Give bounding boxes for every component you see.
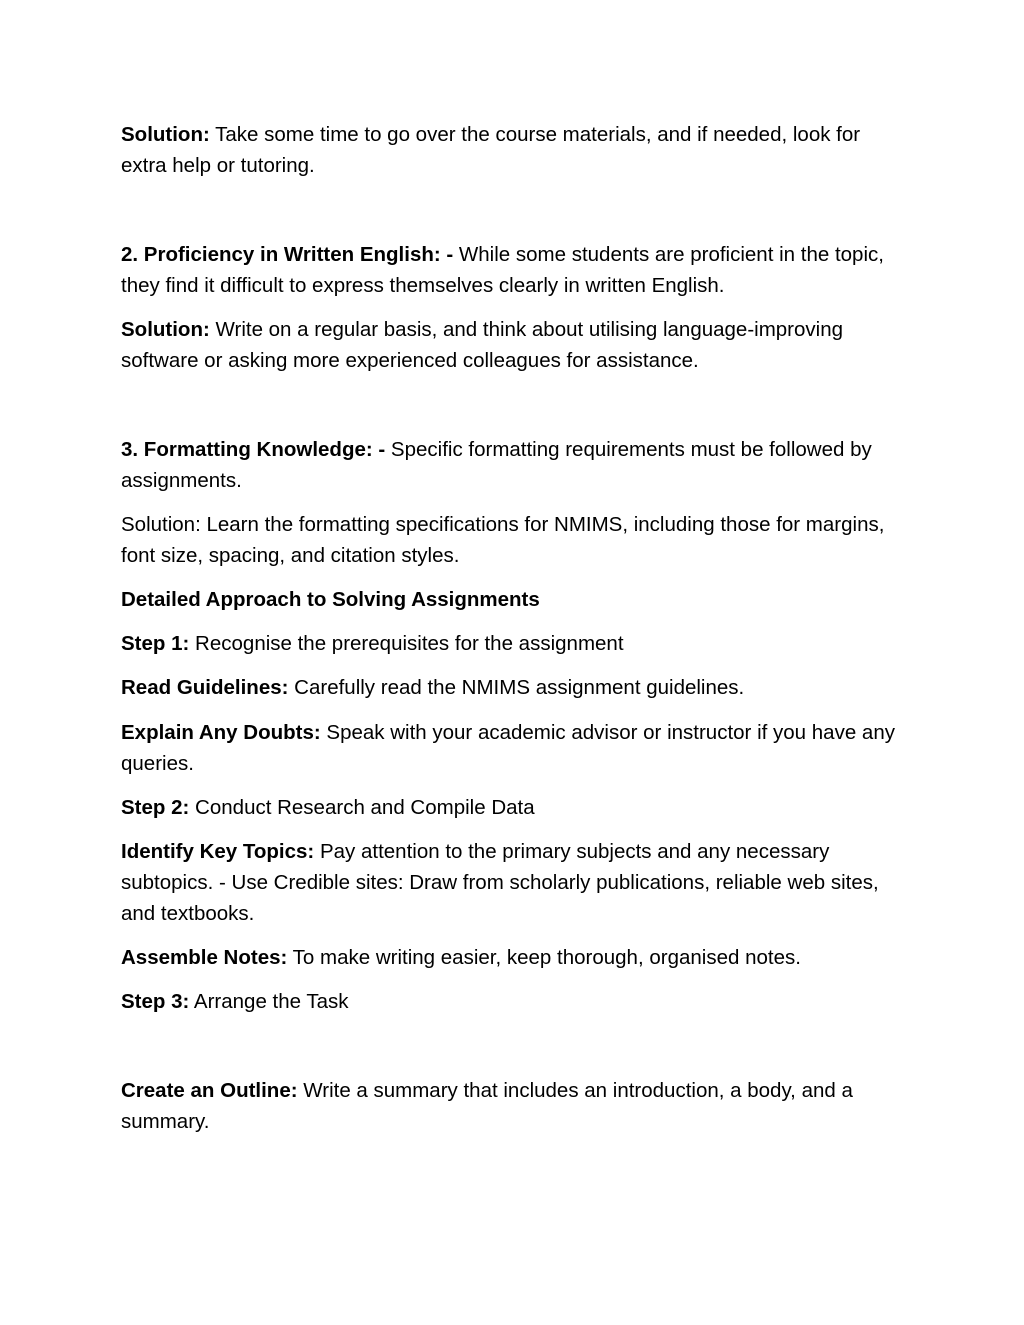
paragraph-text: Conduct Research and Compile Data [189, 796, 535, 819]
label-bold: 3. Formatting Knowledge: - [121, 438, 386, 461]
paragraph-solution-2 [121, 314, 911, 376]
label-bold: Solution: [121, 318, 210, 341]
label-bold: Assemble Notes: [121, 946, 288, 969]
label-bold: 2. Proficiency in Written English: - [121, 243, 454, 266]
paragraph-create-outline [121, 1075, 911, 1137]
paragraph-text: Carefully read the NMIMS assignment guidelines. [288, 676, 745, 699]
paragraph-step-1 [121, 628, 911, 659]
label-bold: Identify Key Topics: [121, 840, 315, 863]
paragraph-step-2 [121, 792, 911, 823]
paragraph-text: Recognise the prerequisites for the assignment [189, 632, 624, 655]
label-bold: Step 3: [121, 990, 190, 1013]
paragraph-text: Pay attention to the primary subjects and any necessary subtopics. - Use Credible sites: Draw from scholarly publications, reliable web sites, and textbooks. [121, 840, 879, 925]
paragraph-text: Specific formatting requirements must be followed by assignments. [121, 438, 872, 492]
label-bold: Read Guidelines: [121, 676, 289, 699]
label-bold: Step 1: [121, 632, 190, 655]
paragraph-text: Take some time to go over the course materials, and if needed, look for extra help or tutoring. [121, 123, 861, 177]
paragraph-text: Speak with your academic advisor or instructor if you have any queries. [121, 721, 895, 775]
paragraph-identify-topics [121, 836, 911, 929]
paragraph-assemble-notes [121, 942, 911, 973]
paragraph-text: Write a summary that includes an introduction, a body, and a summary. [121, 1079, 853, 1133]
label-bold: Explain Any Doubts: [121, 721, 321, 744]
paragraph-text: Arrange the Task [189, 990, 349, 1013]
label-bold: Step 2: [121, 796, 190, 819]
label-bold: Create an Outline: [121, 1079, 298, 1102]
paragraph-text: To make writing easier, keep thorough, organised notes. [287, 946, 801, 969]
paragraph-text: Solution: Learn the formatting specifications for NMIMS, including those for margins, font size, spacing, and citation styles. [121, 513, 885, 567]
paragraph-explain-doubts [121, 717, 911, 779]
paragraph-challenge-2 [121, 239, 911, 301]
paragraph-step-3 [121, 986, 911, 1017]
paragraph-challenge-3 [121, 434, 911, 496]
paragraph-read-guidelines [121, 672, 911, 703]
paragraph-text: While some students are proficient in the topic, they find it difficult to express themselves clearly in written English. [121, 243, 884, 297]
paragraph-text: Write on a regular basis, and think about utilising language-improving software or asking more experienced colleagues for assistance. [121, 318, 844, 372]
section-heading: Detailed Approach to Solving Assignments [121, 588, 540, 611]
paragraph-solution-1 [121, 119, 911, 181]
paragraph-solution-3 [121, 509, 911, 571]
label-bold: Solution: [121, 123, 210, 146]
